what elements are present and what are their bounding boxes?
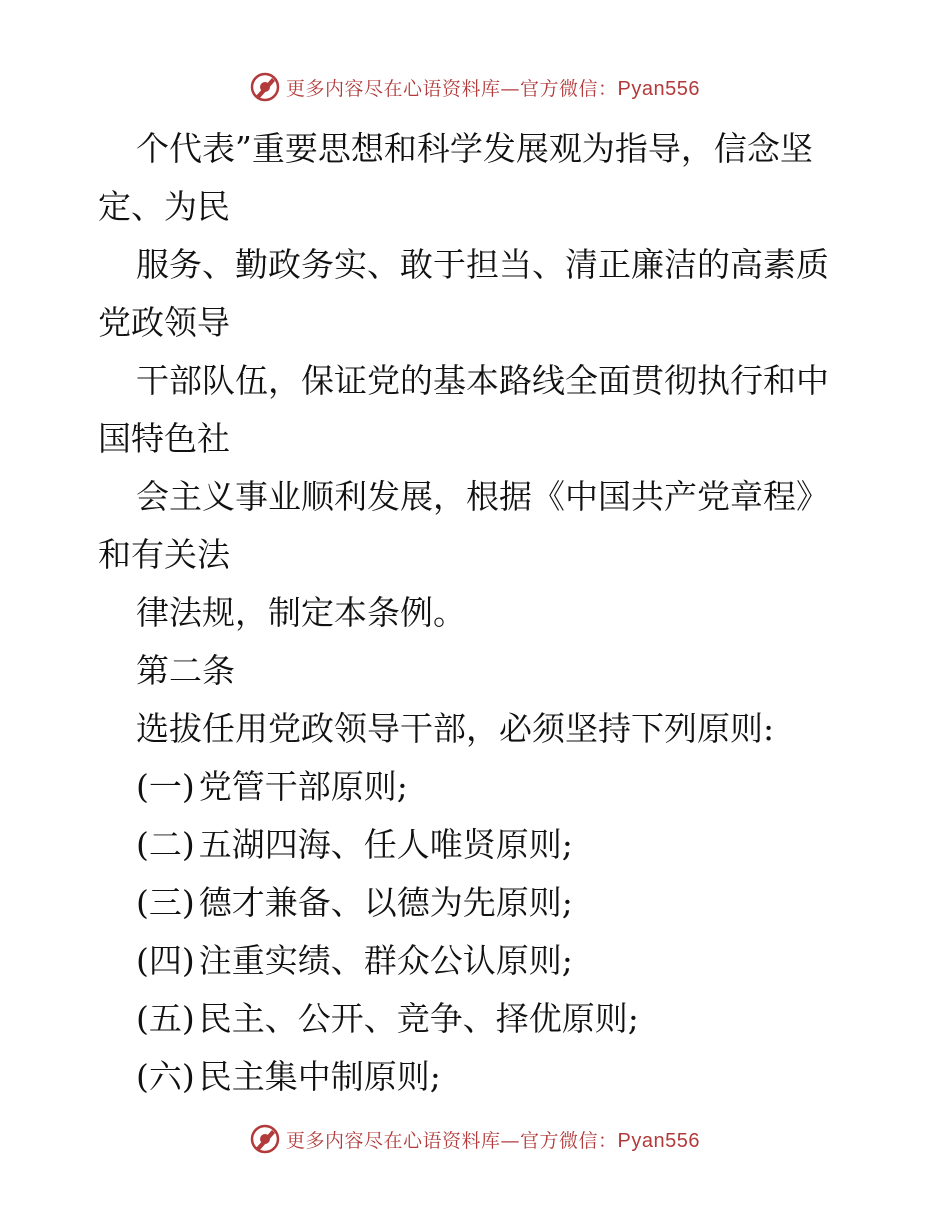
principle-number: (一) xyxy=(136,767,195,806)
principle-number: (三) xyxy=(136,883,195,922)
principle-item xyxy=(136,874,573,932)
watermark-footer xyxy=(0,1124,950,1154)
article-heading: 第二条 xyxy=(136,651,235,690)
text-line: 国特色社 xyxy=(98,419,230,458)
brand-logo-icon xyxy=(250,1124,280,1154)
text-line: 定、为民 xyxy=(98,187,230,226)
brand-logo-icon xyxy=(250,72,280,102)
principle-item xyxy=(136,758,408,816)
text-line: 律法规，制定本条例。 xyxy=(136,593,466,632)
principle-item xyxy=(136,990,639,1048)
watermark-text: 更多内容尽在心语资料库—官方微信： xyxy=(286,77,618,100)
text-line: 个代表”重要思想和科学发展观为指导，信念坚 xyxy=(136,129,813,168)
watermark-id: Pyan556 xyxy=(617,77,700,100)
principle-number: (四) xyxy=(136,941,195,980)
principle-text: 党管干部原则; xyxy=(198,767,408,806)
text-line: 会主义事业顺利发展，根据《中国共产党章程》 xyxy=(136,477,829,516)
principle-text: 民主、公开、竞争、择优原则; xyxy=(198,999,639,1038)
text-line: 干部队伍，保证党的基本路线全面贯彻执行和中 xyxy=(136,361,829,400)
text-line: 和有关法 xyxy=(98,535,230,574)
principle-number: (五) xyxy=(136,999,195,1038)
text-line: 服务、勤政务实、敢于担当、清正廉洁的高素质 xyxy=(136,245,829,284)
text-line: 党政领导 xyxy=(98,303,230,342)
watermark-id: Pyan556 xyxy=(617,1129,700,1152)
principle-item xyxy=(136,816,573,874)
watermark-text: 更多内容尽在心语资料库—官方微信： xyxy=(286,1129,618,1152)
principle-number: (六) xyxy=(136,1057,195,1096)
principle-text: 注重实绩、群众公认原则; xyxy=(198,941,573,980)
watermark-header xyxy=(0,72,950,102)
principle-item xyxy=(136,932,573,990)
principle-text: 五湖四海、任人唯贤原则; xyxy=(198,825,573,864)
text-line: 选拔任用党政领导干部，必须坚持下列原则: xyxy=(136,709,775,748)
principle-number: (二) xyxy=(136,825,195,864)
principle-text: 德才兼备、以德为先原则; xyxy=(198,883,573,922)
principle-item xyxy=(136,1048,441,1106)
principle-text: 民主集中制原则; xyxy=(198,1057,441,1096)
